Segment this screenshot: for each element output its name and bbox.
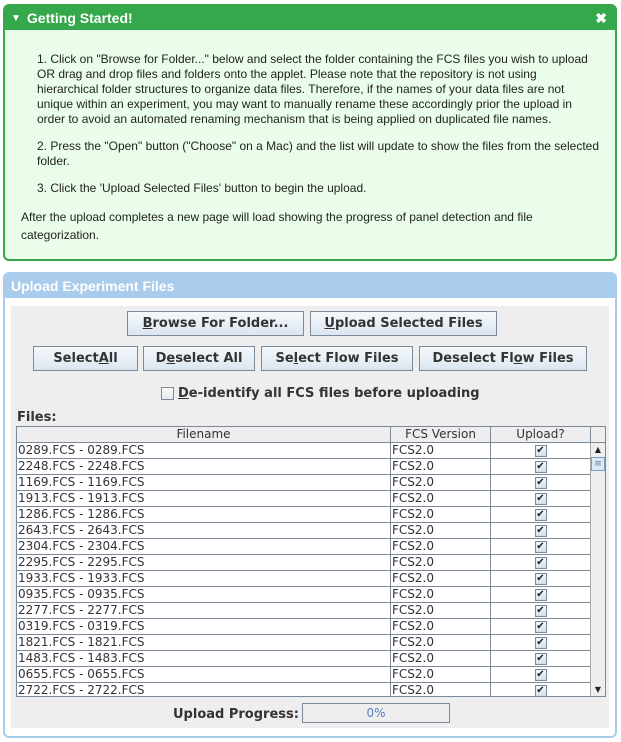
filename-cell: 1169.FCS - 1169.FCS xyxy=(17,475,391,490)
upload-checkbox[interactable]: ✔ xyxy=(536,588,545,600)
vertical-scrollbar[interactable] xyxy=(590,443,605,697)
mnemonic: U xyxy=(324,316,335,331)
table-header xyxy=(17,427,605,443)
fcs-version-cell: FCS2.0 xyxy=(391,555,491,570)
filename-cell: 0289.FCS - 0289.FCS xyxy=(17,443,391,458)
scroll-down-arrow-icon[interactable]: ▼ xyxy=(594,685,602,694)
upload-progress-bar: 0% xyxy=(302,703,450,723)
upload-experiment-panel xyxy=(3,272,617,738)
upload-panel-header xyxy=(5,274,615,298)
upload-checkbox[interactable]: ✔ xyxy=(536,636,545,648)
button-label: select All xyxy=(175,351,243,366)
fcs-version-cell: FCS2.0 xyxy=(391,475,491,490)
table-row[interactable] xyxy=(17,651,591,667)
upload-cell xyxy=(491,635,591,650)
upload-applet xyxy=(11,306,609,728)
button-label: D xyxy=(155,351,167,366)
mnemonic: o xyxy=(513,351,523,366)
upload-checkbox[interactable]: ✔ xyxy=(536,620,545,632)
upload-cell xyxy=(491,555,591,570)
collapse-caret-icon[interactable]: ▼ xyxy=(11,12,21,24)
deidentify-checkbox[interactable] xyxy=(161,387,174,400)
upload-cell xyxy=(491,443,591,458)
filename-cell: 2248.FCS - 2248.FCS xyxy=(17,459,391,474)
button-label: Se xyxy=(275,351,294,366)
filename-cell: 2277.FCS - 2277.FCS xyxy=(17,603,391,618)
table-row[interactable] xyxy=(17,635,591,651)
table-row[interactable] xyxy=(17,587,591,603)
table-row[interactable] xyxy=(17,507,591,523)
instruction-step-3: 3. Click the 'Upload Selected Files' button to begin the upload. xyxy=(37,181,367,195)
instruction-step-1: 1. Click on "Browse for Folder..." below and select the folder containing the FCS files you wish to upload OR drag and drop files and folders onto the applet. Please note that the repository is not using hierarchical folder structures to organize data files. Therefore, if the names of your data files are not unique within an experiment, you may want to manually rename these accordingly prior the upload in order to avoid an automated renaming mechanism that is being applied on duplicated file names. xyxy=(37,52,588,126)
table-row[interactable] xyxy=(17,459,591,475)
upload-checkbox[interactable]: ✔ xyxy=(536,684,545,696)
filename-cell: 2643.FCS - 2643.FCS xyxy=(17,523,391,538)
select-all-button[interactable] xyxy=(33,346,138,371)
getting-started-body xyxy=(5,30,615,244)
column-header-spacer xyxy=(591,427,605,442)
upload-cell xyxy=(491,667,591,682)
filename-cell: 1821.FCS - 1821.FCS xyxy=(17,635,391,650)
table-row[interactable] xyxy=(17,619,591,635)
table-row[interactable] xyxy=(17,539,591,555)
upload-cell xyxy=(491,491,591,506)
filename-cell: 0319.FCS - 0319.FCS xyxy=(17,619,391,634)
deselect-all-button[interactable] xyxy=(143,346,255,371)
deselect-flow-files-button[interactable] xyxy=(419,346,587,371)
button-label: Select xyxy=(53,351,99,366)
column-header-filename[interactable]: Filename xyxy=(17,427,391,442)
button-label: pload Selected Files xyxy=(334,316,483,331)
mnemonic: e xyxy=(166,351,176,366)
table-row[interactable] xyxy=(17,491,591,507)
mnemonic: A xyxy=(98,351,109,366)
select-flow-files-button[interactable] xyxy=(261,346,413,371)
filename-cell: 1483.FCS - 1483.FCS xyxy=(17,651,391,666)
table-rows xyxy=(17,443,591,697)
files-label: Files: xyxy=(17,410,57,425)
table-row[interactable] xyxy=(17,571,591,587)
fcs-version-cell: FCS2.0 xyxy=(391,507,491,522)
fcs-version-cell: FCS2.0 xyxy=(391,603,491,618)
button-label: Deselect Fl xyxy=(432,351,514,366)
upload-cell xyxy=(491,683,591,697)
fcs-version-cell: FCS2.0 xyxy=(391,523,491,538)
button-label: rowse For Folder... xyxy=(152,316,289,331)
fcs-version-cell: FCS2.0 xyxy=(391,619,491,634)
mnemonic: B xyxy=(142,316,153,331)
scroll-thumb[interactable]: ≡ xyxy=(591,457,605,471)
fcs-version-cell: FCS2.0 xyxy=(391,459,491,474)
upload-checkbox[interactable]: ✔ xyxy=(536,652,545,664)
upload-cell xyxy=(491,571,591,586)
upload-checkbox[interactable]: ✔ xyxy=(536,668,545,680)
upload-checkbox[interactable]: ✔ xyxy=(536,604,545,616)
filename-cell: 1933.FCS - 1933.FCS xyxy=(17,571,391,586)
fcs-version-cell: FCS2.0 xyxy=(391,443,491,458)
table-row[interactable] xyxy=(17,443,591,459)
upload-panel-title: Upload Experiment Files xyxy=(11,278,175,294)
fcs-version-cell: FCS2.0 xyxy=(391,667,491,682)
close-icon[interactable]: ✖ xyxy=(595,10,607,26)
upload-checkbox[interactable]: ✔ xyxy=(536,476,545,488)
scroll-up-arrow-icon[interactable]: ▲ xyxy=(594,445,602,454)
filename-cell: 0935.FCS - 0935.FCS xyxy=(17,587,391,602)
after-upload-note: After the upload completes a new page will load showing the progress of panel detection and file categorization. xyxy=(21,210,533,242)
upload-cell xyxy=(491,475,591,490)
upload-cell xyxy=(491,459,591,474)
getting-started-panel xyxy=(3,4,617,261)
browse-folder-button[interactable] xyxy=(127,311,304,336)
fcs-version-cell: FCS2.0 xyxy=(391,539,491,554)
upload-cell xyxy=(491,587,591,602)
upload-checkbox[interactable]: ✔ xyxy=(536,508,545,520)
table-row[interactable] xyxy=(17,555,591,571)
upload-checkbox[interactable]: ✔ xyxy=(536,572,545,584)
filename-cell: 0655.FCS - 0655.FCS xyxy=(17,667,391,682)
upload-progress-label: Upload Progress: xyxy=(173,707,299,722)
upload-checkbox[interactable]: ✔ xyxy=(536,540,545,552)
table-row[interactable] xyxy=(17,603,591,619)
table-row[interactable] xyxy=(17,475,591,491)
fcs-version-cell: FCS2.0 xyxy=(391,651,491,666)
instruction-step-2: 2. Press the "Open" button ("Choose" on a Mac) and the list will update to show the files from the selected folder. xyxy=(37,139,600,168)
button-label: w Files xyxy=(522,351,574,366)
table-row[interactable] xyxy=(17,683,591,697)
filename-cell: 2295.FCS - 2295.FCS xyxy=(17,555,391,570)
deidentify-option[interactable] xyxy=(161,386,480,401)
upload-checkbox[interactable]: ✔ xyxy=(536,444,545,456)
button-label: ect Flow Files xyxy=(298,351,399,366)
upload-checkbox[interactable]: ✔ xyxy=(536,524,545,536)
upload-cell xyxy=(491,651,591,666)
table-row[interactable] xyxy=(17,667,591,683)
filename-cell: 2722.FCS - 2722.FCS xyxy=(17,683,391,697)
getting-started-title: Getting Started! xyxy=(26,10,133,26)
upload-cell xyxy=(491,507,591,522)
upload-checkbox[interactable]: ✔ xyxy=(536,492,545,504)
deidentify-label: e-identify all FCS files before uploading xyxy=(188,386,480,401)
filename-cell: 1286.FCS - 1286.FCS xyxy=(17,507,391,522)
upload-cell xyxy=(491,523,591,538)
upload-cell xyxy=(491,603,591,618)
upload-checkbox[interactable]: ✔ xyxy=(536,460,545,472)
column-header-upload[interactable]: Upload? xyxy=(491,427,591,442)
getting-started-header[interactable] xyxy=(5,6,615,30)
button-label: ll xyxy=(108,351,118,366)
upload-cell xyxy=(491,619,591,634)
upload-checkbox[interactable]: ✔ xyxy=(536,556,545,568)
fcs-version-cell: FCS2.0 xyxy=(391,571,491,586)
fcs-version-cell: FCS2.0 xyxy=(391,491,491,506)
upload-cell xyxy=(491,539,591,554)
files-table xyxy=(16,426,606,697)
mnemonic: D xyxy=(178,386,189,401)
fcs-version-cell: FCS2.0 xyxy=(391,635,491,650)
column-header-fcs-version[interactable]: FCS Version xyxy=(391,427,491,442)
fcs-version-cell: FCS2.0 xyxy=(391,683,491,697)
mnemonic: l xyxy=(293,351,299,366)
filename-cell: 1913.FCS - 1913.FCS xyxy=(17,491,391,506)
fcs-version-cell: FCS2.0 xyxy=(391,587,491,602)
upload-selected-files-button[interactable] xyxy=(310,311,497,336)
table-row[interactable] xyxy=(17,523,591,539)
filename-cell: 2304.FCS - 2304.FCS xyxy=(17,539,391,554)
